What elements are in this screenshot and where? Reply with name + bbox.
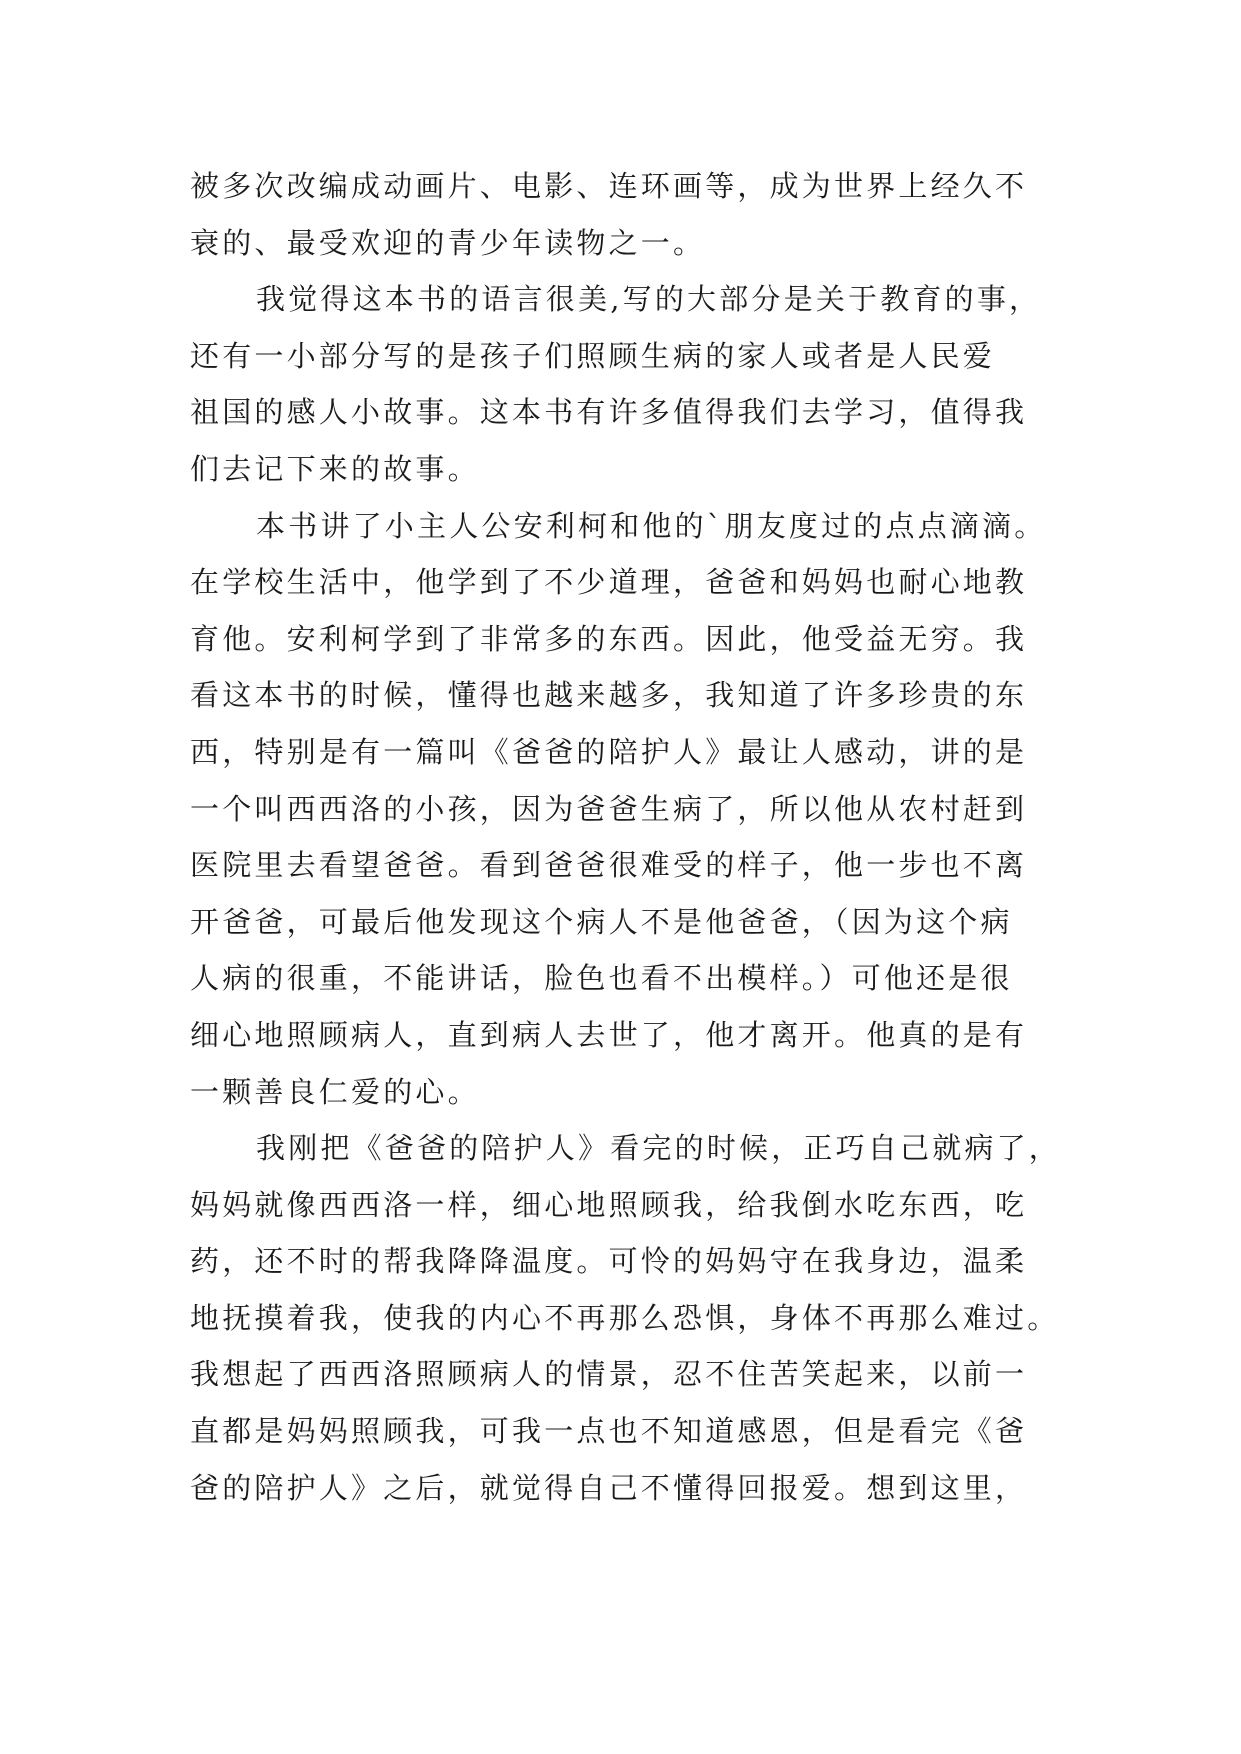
text-line: 爸的陪护人》之后，就觉得自己不懂得回报爱。想到这里， bbox=[190, 1470, 1028, 1505]
document-body-text bbox=[190, 158, 1080, 1516]
text-line: 我觉得这本书的语言很美,写的大部分是关于教育的事， bbox=[256, 282, 1042, 317]
text-line: 妈妈就像西西洛一样，细心地照顾我，给我倒水吃东西，吃 bbox=[190, 1187, 1028, 1222]
text-line: 一个叫西西洛的小孩，因为爸爸生病了，所以他从农村赶到 bbox=[190, 791, 1028, 826]
text-line: 药，还不时的帮我降降温度。可怜的妈妈守在我身边，温柔 bbox=[190, 1244, 1028, 1279]
text-line: 我想起了西西洛照顾病人的情景，忍不住苦笑起来，以前一 bbox=[190, 1357, 1028, 1392]
text-line: 育他。安利柯学到了非常多的东西。因此，他受益无穷。我 bbox=[190, 621, 1028, 656]
text-line: 细心地照顾病人，直到病人去世了，他才离开。他真的是有 bbox=[190, 1017, 1028, 1052]
text-line: 还有一小部分写的是孩子们照顾生病的家人或者是人民爱 bbox=[190, 338, 996, 373]
text-line: 们去记下来的故事。 bbox=[190, 451, 480, 486]
text-line: 人病的很重，不能讲话，脸色也看不出模样。）可他还是很 bbox=[190, 961, 1013, 996]
text-line: 医院里去看望爸爸。看到爸爸很难受的样子，他一步也不离 bbox=[190, 848, 1028, 883]
text-line: 在学校生活中，他学到了不少道理，爸爸和妈妈也耐心地教 bbox=[190, 565, 1028, 600]
text-line: 看这本书的时候，懂得也越来越多，我知道了许多珍贵的东 bbox=[190, 678, 1028, 713]
text-line: 本书讲了小主人公安利柯和他的`朋友度过的点点滴滴。 bbox=[256, 508, 1047, 543]
text-line: 开爸爸，可最后他发现这个病人不是他爸爸，（因为这个病 bbox=[190, 904, 1013, 939]
text-line: 一颗善良仁爱的心。 bbox=[190, 1074, 480, 1109]
text-line: 被多次改编成动画片、电影、连环画等，成为世界上经久不 bbox=[190, 169, 1028, 203]
text-line: 地抚摸着我，使我的内心不再那么恐惧，身体不再那么难过。 bbox=[190, 1300, 1060, 1335]
text-line: 祖国的感人小故事。这本书有许多值得我们去学习，值得我 bbox=[190, 395, 1028, 430]
text-line: 西，特别是有一篇叫《爸爸的陪护人》最让人感动，讲的是 bbox=[190, 734, 1028, 769]
text-line: 我刚把《爸爸的陪护人》看完的时候，正巧自己就病了， bbox=[256, 1131, 1062, 1166]
text-line: 直都是妈妈照顾我，可我一点也不知道感恩，但是看完《爸 bbox=[190, 1414, 1028, 1449]
text-line: 衰的、最受欢迎的青少年读物之一。 bbox=[190, 225, 706, 260]
